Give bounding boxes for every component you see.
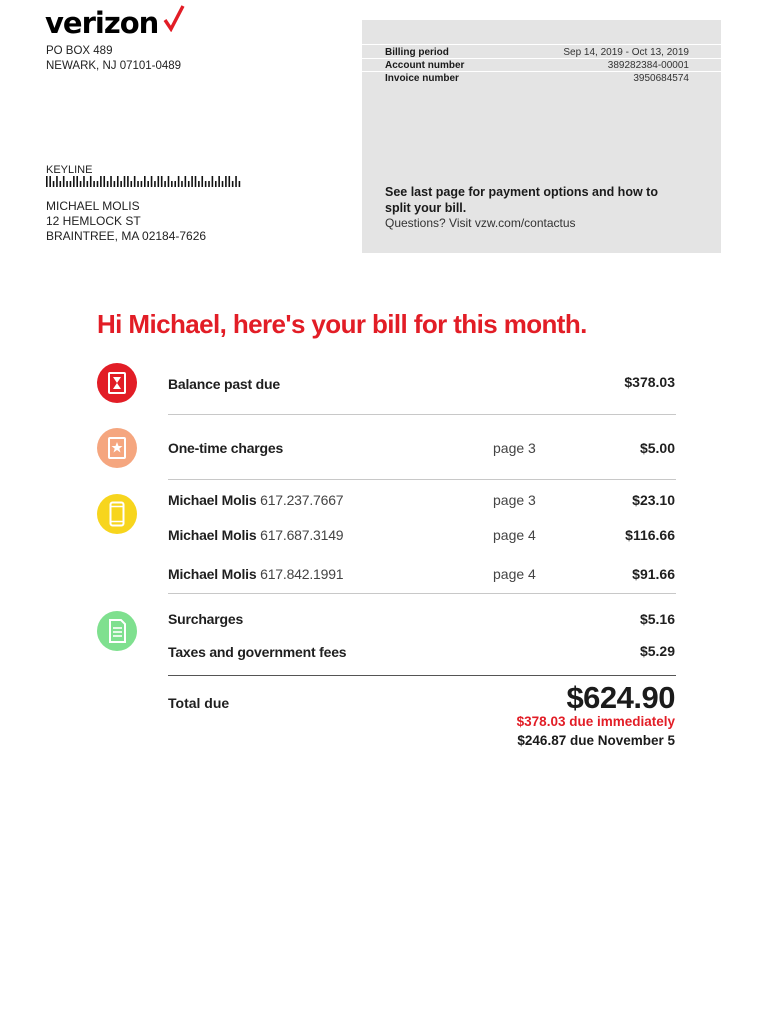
return-address [46, 44, 181, 74]
line-page-ref[interactable]: page 4 [493, 527, 536, 543]
line-owner-name: Michael Molis [168, 566, 257, 582]
line-page-ref[interactable]: page 4 [493, 566, 536, 582]
invoice-number-value: 3950684574 [633, 73, 689, 84]
recipient-address [46, 199, 206, 244]
one-time-charges-icon [97, 428, 137, 468]
one-time-charges-amount: $5.00 [639, 440, 675, 456]
postal-barcode [46, 176, 242, 187]
line-item-label [168, 566, 343, 582]
logo-text: verizon [45, 6, 159, 40]
line-page-ref[interactable]: page 3 [493, 492, 536, 508]
total-divider [168, 675, 676, 676]
line-amount: $91.66 [632, 566, 675, 582]
line-phone-number: 617.237.7667 [260, 492, 344, 508]
section-divider [168, 479, 676, 480]
return-address-line1: PO BOX 489 [46, 45, 113, 57]
taxes-amount: $5.29 [639, 643, 675, 659]
balance-past-due-amount: $378.03 [624, 374, 675, 390]
keyline-label: KEYLINE [46, 164, 93, 176]
one-time-charges-label: One-time charges [168, 440, 284, 456]
taxes-label: Taxes and government fees [168, 644, 347, 660]
surcharges-icon [97, 611, 137, 651]
line-item-label [168, 527, 343, 543]
recipient-city: BRAINTREE, MA 02184-7626 [46, 229, 207, 243]
line-phone-number: 617.842.1991 [260, 566, 344, 582]
contact-us-text: Questions? Visit vzw.com/contactus [385, 216, 576, 230]
recipient-street: 12 HEMLOCK ST [46, 214, 141, 228]
verizon-logo [45, 6, 158, 40]
bill-greeting: Hi Michael, here's your bill for this month. [97, 309, 587, 339]
line-amount: $23.10 [632, 492, 675, 508]
checkmark-icon [163, 4, 185, 32]
due-date-text: $246.87 due November 5 [517, 733, 675, 748]
account-number-value: 389282384-00001 [607, 60, 689, 71]
section-divider [168, 414, 676, 415]
surcharges-label: Surcharges [168, 611, 244, 627]
total-due-amount: $624.90 [566, 680, 675, 715]
one-time-charges-page[interactable]: page 3 [493, 440, 536, 456]
balance-past-due-label: Balance past due [168, 376, 280, 392]
section-divider [168, 593, 676, 594]
total-due-label: Total due [168, 695, 230, 711]
past-due-icon [97, 363, 137, 403]
line-amount: $116.66 [625, 527, 675, 543]
info-divider [362, 44, 721, 45]
line-owner-name: Michael Molis [168, 527, 257, 543]
invoice-number-label: Invoice number [385, 73, 459, 84]
return-address-line2: NEWARK, NJ 07101-0489 [46, 60, 182, 72]
invoice-number-row [385, 72, 689, 85]
account-info-box [362, 20, 721, 253]
recipient-name: MICHAEL MOLIS [46, 199, 140, 213]
surcharges-amount: $5.16 [639, 611, 675, 627]
billing-period-value: Sep 14, 2019 - Oct 13, 2019 [563, 47, 689, 58]
phone-lines-icon [97, 494, 137, 534]
line-item-label [168, 492, 343, 508]
account-number-label: Account number [385, 60, 465, 71]
line-phone-number: 617.687.3149 [260, 527, 344, 543]
payment-options-note: See last page for payment options and how to split your bill. [385, 185, 658, 215]
billing-period-label: Billing period [385, 47, 449, 58]
line-owner-name: Michael Molis [168, 492, 257, 508]
due-immediately-text: $378.03 due immediately [516, 714, 675, 729]
